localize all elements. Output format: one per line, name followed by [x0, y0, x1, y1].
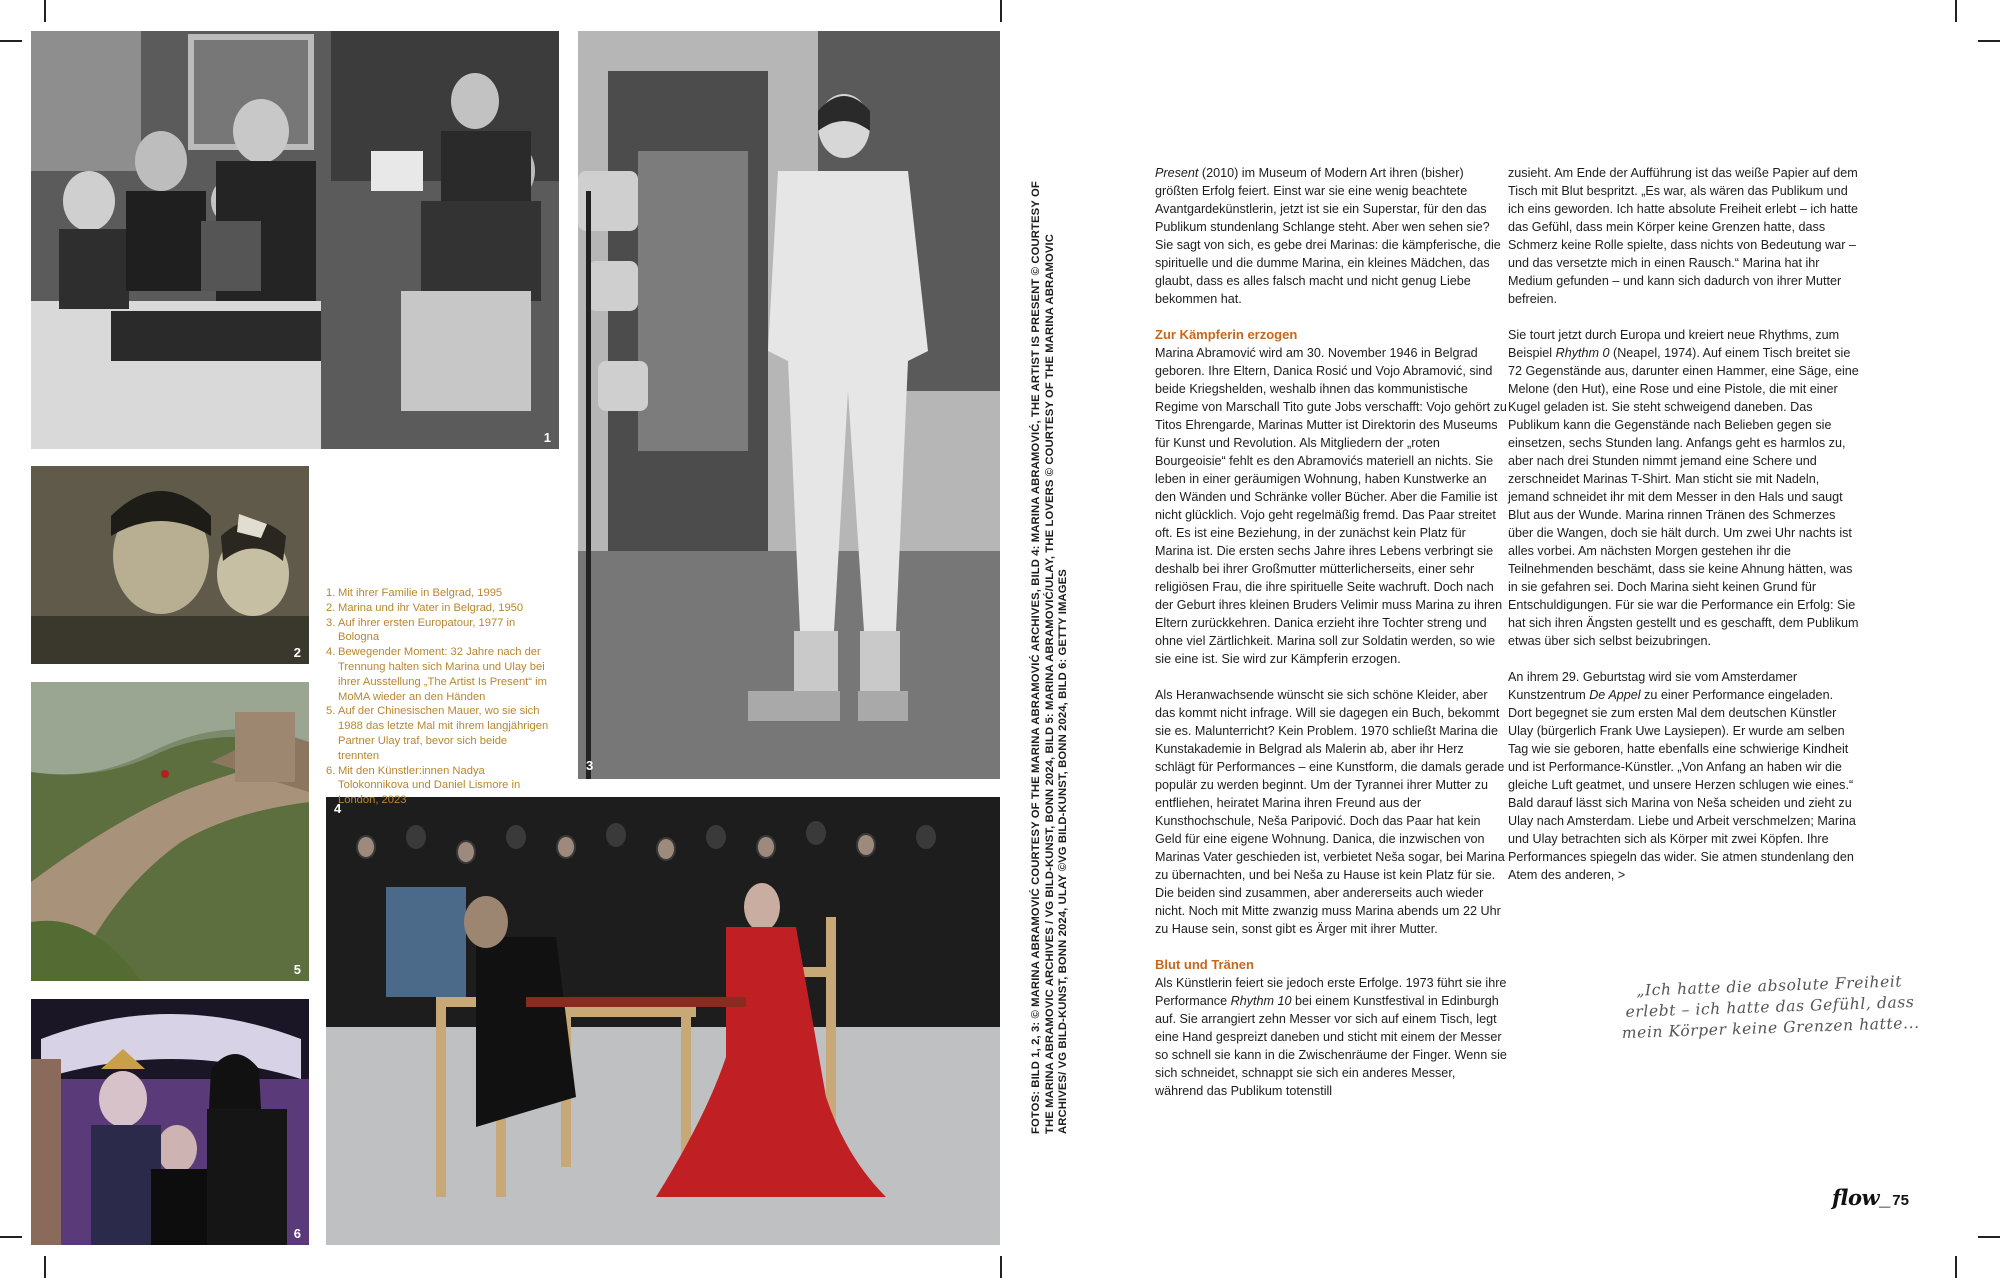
caption-item: 4. Bewegender Moment: 32 Jahre nach der Trennung halten sich Marina und Ulay bei ihrer Ausstellung „The Artist Is Present“ im MoMA wieder an den Händen — [326, 646, 547, 703]
folio-separator: _ — [1879, 1188, 1891, 1210]
great-wall-photo-art — [31, 682, 309, 981]
photo-captions — [326, 586, 551, 808]
crop-mark — [1955, 0, 1957, 22]
crop-mark — [1978, 1236, 2000, 1238]
pull-quote: „Ich hatte die absolute Freiheit erlebt – ich hatte das Gefühl, dass mein Körper keine Grenzen hatte... — [1621, 972, 1920, 1043]
photo-london-2023 — [31, 999, 309, 1245]
photo-number: 2 — [293, 645, 301, 660]
crop-mark — [1000, 1256, 1002, 1278]
crop-mark — [44, 1256, 46, 1278]
section-heading: Blut und Tränen — [1155, 957, 1254, 972]
father-photo-art — [31, 466, 309, 664]
photo-number: 1 — [543, 430, 551, 445]
caption-item: 3. Auf ihrer ersten Europatour, 1977 in Bologna — [326, 616, 516, 644]
crop-mark — [1978, 40, 2000, 42]
caption-item: 5. Auf der Chinesischen Mauer, wo sie sich 1988 das letzte Mal mit ihrem langjährigen Partner Ulay traf, bevor sich beide trennten — [326, 705, 549, 762]
paragraph: Als Künstlerin feiert sie jedoch erste Erfolge. 1973 führt sie ihre Performance Rhythm 10 bei einem Kunstfestival in Edinburgh auf. Sie arrangiert zehn Messer vor sich auf einem Tisch, legt eine Hand gespreizt daneben und sticht mit einem der Messer so schnell sie kann in die Zwischenräume der Finger. Wenn sie sich schneidet, schnappt sie sich ein anderes Messer, während das Publikum totenstill — [1155, 976, 1507, 1098]
section-heading: Zur Kämpferin erzogen — [1155, 327, 1298, 342]
caption-item: 6. Mit den Künstler:innen Nadya Tolokonnikova und Daniel Lismore in London, 2023 — [326, 764, 521, 807]
paragraph: Marina Abramović wird am 30. November 1946 in Belgrad geboren. Ihre Eltern, Danica Rosić und Vojo Abramović, sind beide Kriegshelden, weshalb ihnen das kommunistische Regime von Marschall Tito gute Jobs verschafft: Vojo gehört zu Titos Ehrengarde, Marinas Mutter ist Direktorin des Museums für Kunst und Revolution. Als Mitgliedern der „roten Bourgeoisie“ fehlt es den Abramovićs materiell an nichts. Sie leben in einer geräumigen Wohnung, haben Kunstwerke an den Wänden und Schränke voller Bücher. Aber die Familie ist nicht glücklich. Vojo geht regelmäßig fremd. Das Paar streitet oft. Es ist eine Beziehung, in der zunächst kein Platz für Marina ist. Die ersten sechs Jahre ihres Lebens verbringt sie deshalb bei ihrer Großmutter mütterlicherseits, einer sehr religiösen Frau, die ihre spirituelle Seite wachruft. Doch nach der Geburt ihres kleinen Bruders Velimir muss Marina zu ihren Eltern zurückkehren. Danica erzieht ihre Tochter streng und ohne viel Zärtlichkeit. Marina soll zur Soldatin werden, so wie sie eine ist. Sie wird zur Kämpferin erzogen. — [1155, 346, 1507, 666]
crop-mark — [44, 0, 46, 22]
photo-great-wall — [31, 682, 309, 981]
photo-family-1995 — [31, 31, 559, 449]
photo-number: 6 — [293, 1226, 301, 1241]
paragraph: zusieht. Am Ende der Aufführung ist das weiße Papier auf dem Tisch mit Blut bespritzt. „Es war, als wären das Publikum und ich eins geworden. Ich hatte absolute Freiheit erlebt – ich hatte das Gefühl, dass mein Körper keine Grenzen hatte, dass Schmerz keine Rolle spielte, dass nichts von Bedeutung war – und das versetzte mich in einen Rausch.“ Marina hat ihr Medium gefunden – und kann sich dadurch von ihrer Mutter befreien. — [1508, 166, 1859, 306]
photo-number: 3 — [586, 758, 594, 773]
moma-photo-art — [326, 797, 1000, 1245]
article-column-1 — [1155, 164, 1507, 1118]
paragraph: Present (2010) im Museum of Modern Art ihren (bisher) größten Erfolg feiert. Einst war sie eine wenig beachtete Avantgardekünstlerin, jetzt ist sie ein Superstar, für den das Publikum stundenlang Schlange steht. Aber wen sehen sie? Sie sagt von sich, es gebe drei Marinas: die kämpferische, die spirituelle und die dumme Marina, ein kleines Mädchen, das glaubt, dass es alles falsch macht und nicht genug Liebe bekommen hat. — [1155, 166, 1501, 306]
page-folio — [1832, 1185, 1909, 1211]
paragraph: An ihrem 29. Geburtstag wird sie vom Amsterdamer Kunstzentrum De Appel zu einer Performance eingeladen. Dort begegnet sie zum ersten Mal dem deutschen Künstler Ulay (bürgerlich Frank Uwe Laysiepen). Er wurde am selben Tag wie sie geboren, hatte ebenfalls eine schwierige Kindheit und ist Performance-Künstler. „Von Anfang an haben wir die gleiche Luft geatmet, und unsere Herzen schlugen wie eines.“ Bald darauf lässt sich Marina von Neša scheiden und zieht zu Ulay nach Amsterdam. Liebe und Arbeit verschmelzen; Marina und Ulay betrachten sich als Körper mit zwei Köpfen. Ihre Performances spiegeln das wider. Sie atmen stundenlang den Atem des anderen, > — [1508, 670, 1856, 882]
brand-logo: flow — [1832, 1185, 1880, 1210]
photo-number: 5 — [293, 962, 301, 977]
family-photo-art — [31, 31, 559, 449]
paragraph: Als Heranwachsende wünscht sie sich schöne Kleider, aber das kommt nicht infrage. Will sie dagegen ein Buch, bekommt sie es. Malunterricht? Kein Problem. 1970 schließt Marina die Kunstakademie in Belgrad als Malerin ab, aber ihr Herz schlägt für Performances – eine Kunstform, die damals gerade populär zu werden beginnt. Um der Tyrannei ihrer Mutter zu entfliehen, heiratet Marina ihren Freund aus der Kunsthochschule, Neša Paripović. Doch das Paar hat kein Geld für eine eigene Wohnung. Danica, die inzwischen von Marinas Vater geschieden ist, verbietet Neša sogar, bei Marina zu übernachten, und bei Neša zu Hause ist kein Platz für sie. Die beiden sind zusammen, aber andererseits auch wieder nicht. Noch mit Mitte zwanzig muss Marina abends um 22 Uhr zu Hause sein, sonst gibt es Ärger mit ihrer Mutter. — [1155, 688, 1505, 936]
photo-father-1950 — [31, 466, 309, 664]
photo-credits: FOTOS: BILD 1, 2, 3: © MARINA ABRAMOVIĆ COURTESY OF THE MARINA ABRAMOVIĆ ARCHIVES, BILD 4: MARINA ABRAMOVIĆ, THE ARTIST IS PRESENT © COURTESY OF THE MARINA ABRAMOVIC ARCHIVES / VG BILD-KUNST, BONN 2024, BILD 5: MARINA ABRAMOVIĆ/ULAY, THE LOVERS © COURTESY OF THE MARINA ABRAMOVIC ARCHIVES/ VG BILD-KUNST, BONN 2024, ULAY ©VG BILD-KUNST, BONN 2024, BILD 6: GETTY IMAGES — [1030, 181, 1070, 1134]
photo-number: 4 — [334, 801, 342, 816]
crop-mark — [1955, 1256, 1957, 1278]
crop-mark — [0, 1236, 22, 1238]
caption-item: 2. Marina und ihr Vater in Belgrad, 1950 — [326, 601, 524, 614]
photo-artist-1977 — [578, 31, 1000, 779]
page-number: 75 — [1892, 1192, 1909, 1209]
photo-moma-2010 — [326, 797, 1000, 1245]
crop-mark — [0, 40, 22, 42]
article-column-2 — [1508, 164, 1860, 902]
caption-item: 1. Mit ihrer Familie in Belgrad, 1995 — [326, 587, 503, 599]
paragraph: Sie tourt jetzt durch Europa und kreiert neue Rhythms, zum Beispiel Rhythm 0 (Neapel, 1974). Auf einem Tisch breitet sie 72 Gegenstände aus, darunter einen Hammer, eine Säge, eine Melone (den Hut), eine Rose und eine Pistole, die mit einer Kugel geladen ist. Sie steht schweigend daneben. Das Publikum kann die Gegenstände nach Belieben gegen sie einsetzen, sechs Stunden lang. Anfangs geht es harmlos zu, aber nach drei Stunden nimmt jemand eine Schere und zerschneidet Marinas T-Shirt. Man sticht sie mit Nadeln, jemand schneidet ihr mit dem Messer in den Hals und saugt Blut aus der Wunde. Marina rinnen Tränen des Schmerzes über die Wangen, doch sie hält durch. Um zwei Uhr nachts ist alles vorbei. Am nächsten Morgen gestehen ihr die Teilnehmenden beschämt, dass sie keine Ahnung hätten, was in sie gefahren sei. Doch Marina sieht keinen Grund für Entschuldigungen. Für sie war die Performance ein Erfolg: Sie hat sich ihren Ängsten gestellt und es geschafft, dem Publikum etwas über sich selbst beizubringen. — [1508, 328, 1859, 648]
artist-photo-art — [578, 31, 1000, 779]
crop-mark — [1000, 0, 1002, 22]
london-photo-art — [31, 999, 309, 1245]
